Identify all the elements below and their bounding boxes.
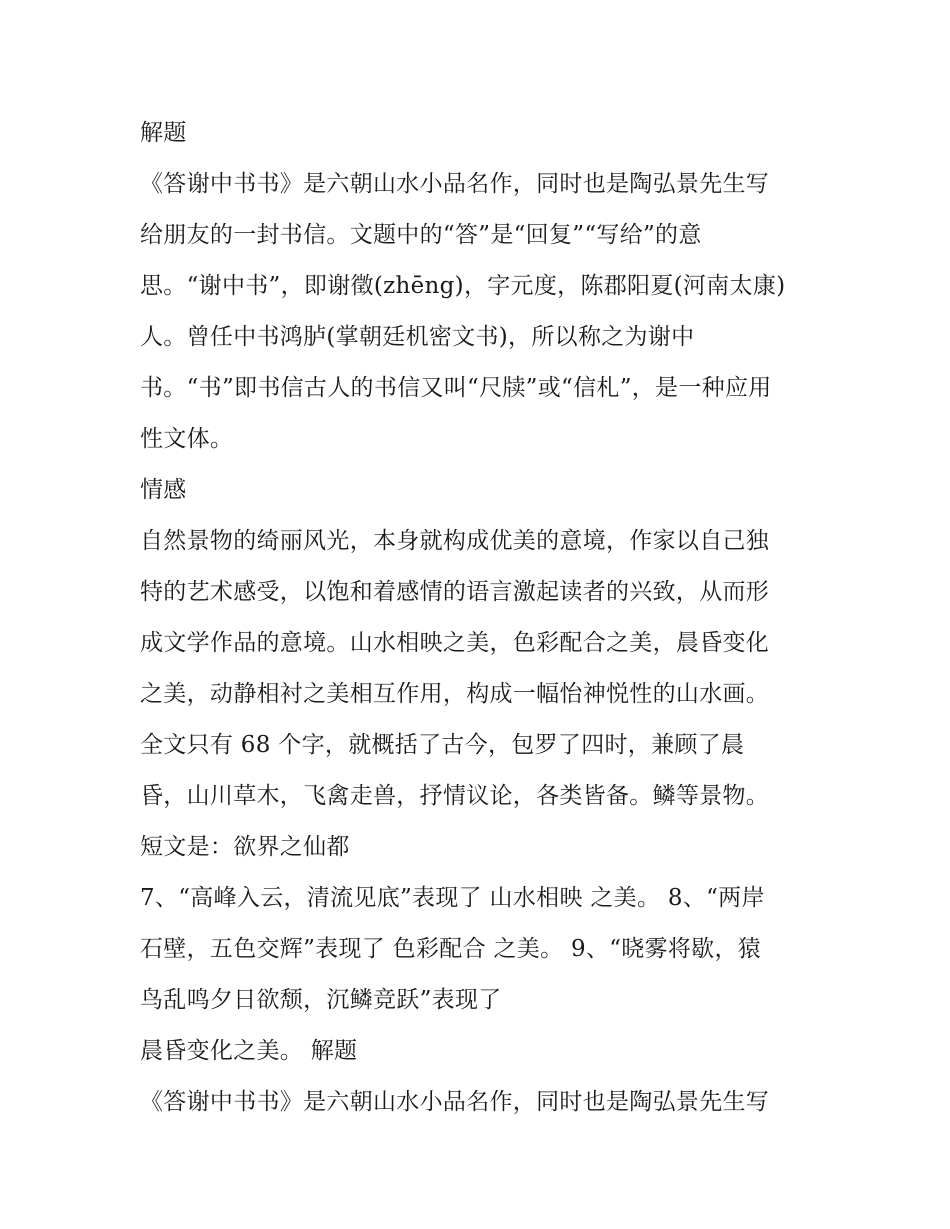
- text-line: 《答谢中书书》是六朝山水小品名作，同时也是陶弘景先生写: [140, 171, 770, 197]
- text-line: 鸟乱鸣夕日欲颓，沉鳞竞跃”表现了: [140, 987, 502, 1013]
- document-body: [140, 108, 820, 1128]
- text-line: 之美，动静相衬之美相互作用，构成一幅怡神悦性的山水画。: [140, 681, 770, 707]
- text-line: 昏，山川草木，飞禽走兽，抒情议论，各类皆备。鳞等景物。: [140, 783, 770, 809]
- text-line: 思。“谢中书”，即谢徵(zhēng)，字元度，陈郡阳夏(河南太康): [140, 273, 786, 299]
- text-line: 自然景物的绮丽风光，本身就构成优美的意境，作家以自己独: [140, 528, 770, 554]
- text-line: 特的艺术感受，以饱和着感情的语言激起读者的兴致，从而形: [140, 579, 770, 605]
- text-line: 性文体。: [140, 426, 234, 452]
- text-line: 晨昏变化之美。 解题: [140, 1038, 358, 1064]
- text-line: 石壁，五色交辉”表现了 色彩配合 之美。 9、“晓雾将歇，猿: [140, 936, 762, 962]
- text-line: 人。曾任中书鸿胪(掌朝廷机密文书)，所以称之为谢中: [140, 324, 695, 350]
- text-line: 7、“高峰入云，清流见底”表现了 山水相映 之美。 8、“两岸: [140, 885, 765, 911]
- text-line: 《答谢中书书》是六朝山水小品名作，同时也是陶弘景先生写: [140, 1089, 770, 1115]
- text-line: 成文学作品的意境。山水相映之美，色彩配合之美，晨昏变化: [140, 630, 770, 656]
- text-line: 短文是：欲界之仙都: [140, 834, 350, 860]
- text-line: 情感: [140, 477, 187, 503]
- text-line: 全文只有 68 个字，就概括了古今，包罗了四时，兼顾了晨: [140, 732, 745, 758]
- text-line: 给朋友的一封书信。文题中的“答”是“回复”“写给”的意: [140, 222, 702, 248]
- text-line: 书。“书”即书信古人的书信又叫“尺牍”或“信札”，是一种应用: [140, 375, 772, 401]
- text-line: 解题: [140, 120, 187, 146]
